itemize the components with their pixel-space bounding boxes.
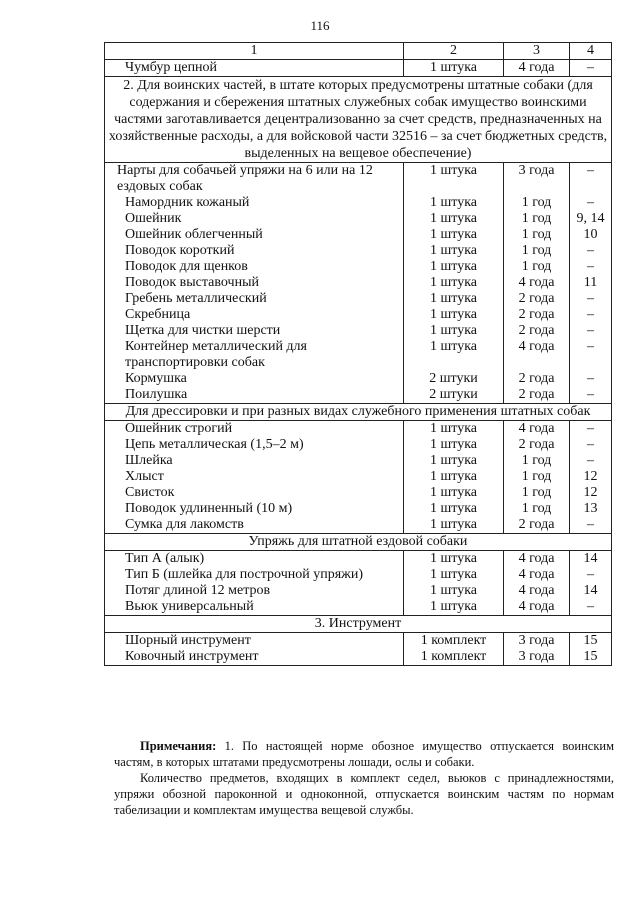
item-term: 4 года bbox=[504, 339, 570, 371]
item-quantity: 1 штука bbox=[404, 551, 504, 568]
item-quantity: 1 комплект bbox=[404, 649, 504, 666]
item-term: 2 года bbox=[504, 387, 570, 404]
table-row bbox=[105, 243, 612, 259]
item-name: Шлейка bbox=[105, 453, 404, 469]
item-quantity: 2 штуки bbox=[404, 387, 504, 404]
item-name: Чумбур цепной bbox=[105, 60, 404, 77]
item-note: 15 bbox=[570, 649, 612, 666]
table-row bbox=[105, 195, 612, 211]
item-note: – bbox=[570, 567, 612, 583]
item-name: Цепь металлическая (1,5–2 м) bbox=[105, 437, 404, 453]
item-name: Ошейник bbox=[105, 211, 404, 227]
item-name: Поилушка bbox=[105, 387, 404, 404]
item-name: Тип А (алык) bbox=[105, 551, 404, 568]
item-note: – bbox=[570, 371, 612, 387]
table-row bbox=[105, 60, 612, 77]
item-note: – bbox=[570, 243, 612, 259]
item-note: – bbox=[570, 421, 612, 438]
item-name: Поводок удлиненный (10 м) bbox=[105, 501, 404, 517]
table-header-row bbox=[105, 43, 612, 60]
table-row bbox=[105, 387, 612, 404]
item-quantity: 1 штука bbox=[404, 291, 504, 307]
item-note: – bbox=[570, 437, 612, 453]
item-name: Щетка для чистки шерсти bbox=[105, 323, 404, 339]
column-header-1: 1 bbox=[105, 43, 404, 60]
table-row bbox=[105, 469, 612, 485]
table-row bbox=[105, 227, 612, 243]
item-note: – bbox=[570, 599, 612, 616]
item-term: 1 год bbox=[504, 259, 570, 275]
subheader-training: Для дрессировки и при разных видах служебного применения штатных собак bbox=[105, 404, 612, 421]
table-row bbox=[105, 567, 612, 583]
table-row bbox=[105, 163, 612, 196]
norm-table bbox=[104, 42, 612, 666]
item-quantity: 2 штуки bbox=[404, 371, 504, 387]
item-quantity: 1 штука bbox=[404, 211, 504, 227]
item-term: 1 год bbox=[504, 485, 570, 501]
table-row bbox=[105, 437, 612, 453]
item-term: 4 года bbox=[504, 551, 570, 568]
item-term: 1 год bbox=[504, 211, 570, 227]
table-row bbox=[105, 323, 612, 339]
item-quantity: 1 штука bbox=[404, 501, 504, 517]
item-name: Гребень металлический bbox=[105, 291, 404, 307]
table-row bbox=[105, 307, 612, 323]
item-note: 14 bbox=[570, 551, 612, 568]
item-quantity: 1 штука bbox=[404, 307, 504, 323]
item-name: Хлыст bbox=[105, 469, 404, 485]
item-name: Вьюк универсальный bbox=[105, 599, 404, 616]
item-name: Ошейник строгий bbox=[105, 421, 404, 438]
item-quantity: 1 штука bbox=[404, 517, 504, 534]
item-quantity: 1 штука bbox=[404, 485, 504, 501]
item-term: 2 года bbox=[504, 371, 570, 387]
table-row bbox=[105, 599, 612, 616]
item-term: 4 года bbox=[504, 583, 570, 599]
item-note: 13 bbox=[570, 501, 612, 517]
item-note: – bbox=[570, 323, 612, 339]
table-row bbox=[105, 517, 612, 534]
item-name: Поводок выставочный bbox=[105, 275, 404, 291]
item-quantity: 1 штука bbox=[404, 259, 504, 275]
item-name: Скребница bbox=[105, 307, 404, 323]
item-quantity: 1 штука bbox=[404, 453, 504, 469]
item-term: 4 года bbox=[504, 60, 570, 77]
item-note: – bbox=[570, 453, 612, 469]
table-row bbox=[105, 583, 612, 599]
item-note: 12 bbox=[570, 469, 612, 485]
item-term: 1 год bbox=[504, 243, 570, 259]
item-term: 2 года bbox=[504, 307, 570, 323]
item-name: Тип Б (шлейка для построчной упряжи) bbox=[105, 567, 404, 583]
item-note: 9, 14 bbox=[570, 211, 612, 227]
item-term: 1 год bbox=[504, 453, 570, 469]
section-3-title: 3. Инструмент bbox=[105, 616, 612, 633]
item-note: – bbox=[570, 517, 612, 534]
item-name: Потяг длиной 12 метров bbox=[105, 583, 404, 599]
item-quantity: 1 комплект bbox=[404, 633, 504, 650]
subheader-training-row bbox=[105, 404, 612, 421]
item-note: 12 bbox=[570, 485, 612, 501]
item-term: 1 год bbox=[504, 195, 570, 211]
item-quantity: 1 штука bbox=[404, 243, 504, 259]
notes-paragraph-2: Количество предметов, входящих в комплект седел, вьюков с принадлежностями, упряжи обозной пароконной и одноконной, отпускается воинским частям по нормам табелизации и комплектам имущества вещевой службы. bbox=[114, 771, 614, 817]
item-quantity: 1 штука bbox=[404, 567, 504, 583]
table-row bbox=[105, 211, 612, 227]
table-row bbox=[105, 453, 612, 469]
page-number: 116 bbox=[310, 18, 330, 33]
item-quantity: 1 штука bbox=[404, 195, 504, 211]
table-row bbox=[105, 291, 612, 307]
table-row bbox=[105, 339, 612, 371]
item-quantity: 1 штука bbox=[404, 583, 504, 599]
item-note: 10 bbox=[570, 227, 612, 243]
table-row bbox=[105, 501, 612, 517]
item-term: 3 года bbox=[504, 633, 570, 650]
notes-paragraph-1 bbox=[114, 738, 614, 770]
notes-label: Примечания: bbox=[140, 739, 217, 753]
item-term: 2 года bbox=[504, 437, 570, 453]
item-term: 2 года bbox=[504, 323, 570, 339]
item-note: – bbox=[570, 60, 612, 77]
item-note: – bbox=[570, 291, 612, 307]
item-quantity: 1 штука bbox=[404, 227, 504, 243]
table-row bbox=[105, 551, 612, 568]
column-header-4: 4 bbox=[570, 43, 612, 60]
item-note: 11 bbox=[570, 275, 612, 291]
item-name: Намордник кожаный bbox=[105, 195, 404, 211]
section-2-text-row bbox=[105, 77, 612, 163]
item-term: 3 года bbox=[504, 163, 570, 196]
item-term: 4 года bbox=[504, 567, 570, 583]
table-row bbox=[105, 633, 612, 650]
item-name: Свисток bbox=[105, 485, 404, 501]
item-note: – bbox=[570, 163, 612, 196]
item-quantity: 1 штука bbox=[404, 323, 504, 339]
item-quantity: 1 штука bbox=[404, 163, 504, 196]
column-header-3: 3 bbox=[504, 43, 570, 60]
item-term: 1 год bbox=[504, 469, 570, 485]
item-name: Ковочный инструмент bbox=[105, 649, 404, 666]
subheader-harness: Упряжь для штатной ездовой собаки bbox=[105, 534, 612, 551]
item-name: Нарты для собачьей упряжи на 6 или на 12 ездовых собак bbox=[105, 163, 404, 196]
item-quantity: 1 штука bbox=[404, 599, 504, 616]
section-3-title-row bbox=[105, 616, 612, 633]
item-name: Шорный инструмент bbox=[105, 633, 404, 650]
item-name: Контейнер металлический для транспортировки собак bbox=[105, 339, 404, 371]
item-term: 1 год bbox=[504, 227, 570, 243]
item-term: 4 года bbox=[504, 599, 570, 616]
item-note: – bbox=[570, 339, 612, 371]
item-note: 14 bbox=[570, 583, 612, 599]
section-2-text: 2. Для воинских частей, в штате которых предусмотрены штатные собаки (для содержания и сбережения штатных служебных собак имущество воинскими частями заготавливается децентрализованно за счет средств, предназначенных на хозяйственные расходы, а для войсковой части 32516 – за счет бюджетных средств, выделенных на вещевое обеспечение) bbox=[105, 77, 612, 163]
item-note: – bbox=[570, 387, 612, 404]
item-term: 3 года bbox=[504, 649, 570, 666]
table-row bbox=[105, 485, 612, 501]
table-row bbox=[105, 421, 612, 438]
table-row bbox=[105, 371, 612, 387]
table-row bbox=[105, 259, 612, 275]
item-quantity: 1 штука bbox=[404, 421, 504, 438]
column-header-2: 2 bbox=[404, 43, 504, 60]
subheader-harness-row bbox=[105, 534, 612, 551]
item-note: – bbox=[570, 307, 612, 323]
item-term: 2 года bbox=[504, 291, 570, 307]
notes-block bbox=[114, 738, 614, 818]
item-quantity: 1 штука bbox=[404, 469, 504, 485]
item-quantity: 1 штука bbox=[404, 60, 504, 77]
item-name: Сумка для лакомств bbox=[105, 517, 404, 534]
item-quantity: 1 штука bbox=[404, 437, 504, 453]
notes-text-1: 1. По настоящей норме обозное имущество отпускается воинским частям, в которых штатами предусмотрены лошади, ослы и собаки. bbox=[114, 739, 615, 769]
item-term: 4 года bbox=[504, 275, 570, 291]
item-term: 1 год bbox=[504, 501, 570, 517]
item-name: Поводок для щенков bbox=[105, 259, 404, 275]
item-name: Ошейник облегченный bbox=[105, 227, 404, 243]
table-row bbox=[105, 275, 612, 291]
item-term: 2 года bbox=[504, 517, 570, 534]
item-note: – bbox=[570, 195, 612, 211]
item-name: Кормушка bbox=[105, 371, 404, 387]
item-note: 15 bbox=[570, 633, 612, 650]
item-term: 4 года bbox=[504, 421, 570, 438]
item-note: – bbox=[570, 259, 612, 275]
item-name: Поводок короткий bbox=[105, 243, 404, 259]
table-row bbox=[105, 649, 612, 666]
item-quantity: 1 штука bbox=[404, 339, 504, 371]
item-quantity: 1 штука bbox=[404, 275, 504, 291]
